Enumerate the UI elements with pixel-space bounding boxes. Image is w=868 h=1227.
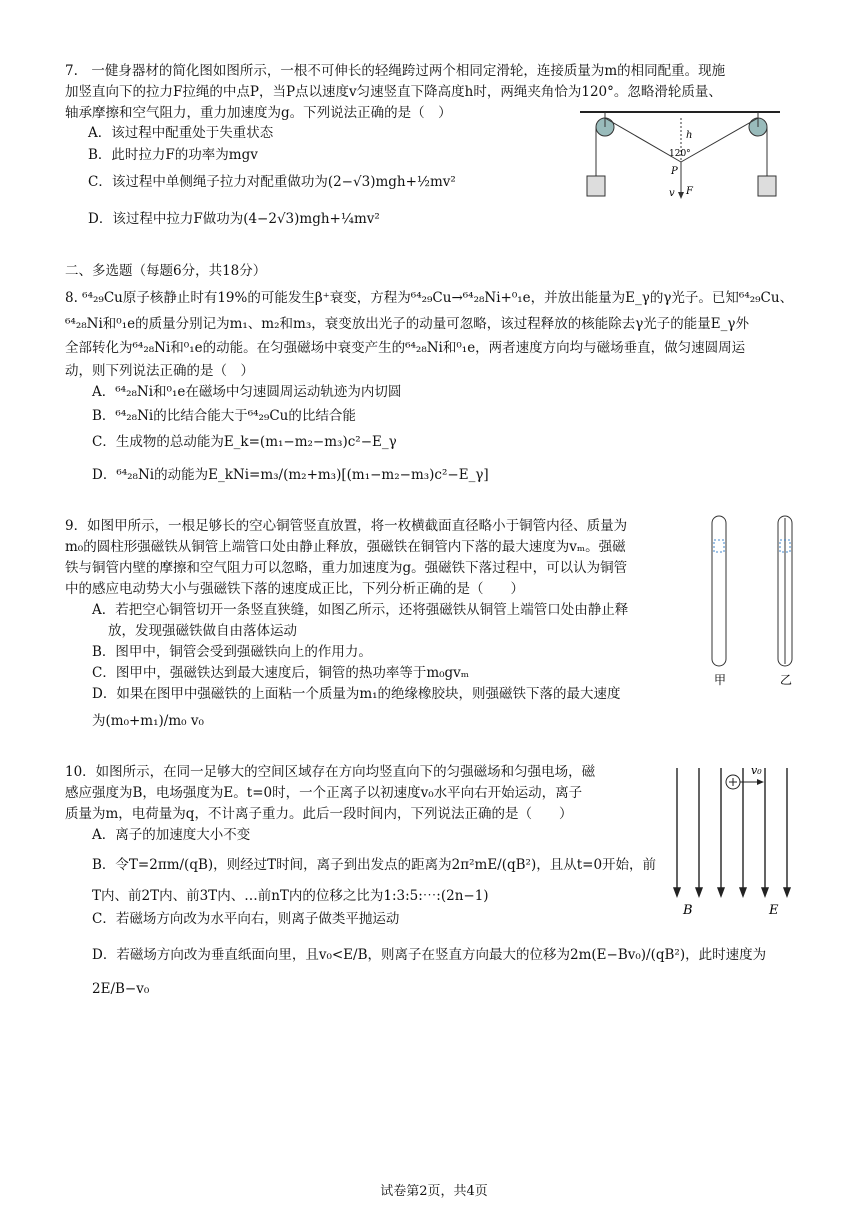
q7-stem-3: 轴承摩擦和空气阻力，重力加速度为g。下列说法正确的是（ ）	[65, 105, 452, 121]
q8-stem-1: 8. ⁶⁴₂₉Cu原子核静止时有19%的可能发生β⁺衰变，方程为⁶⁴₂₉Cu→⁶⁴₂₈Ni+⁰₁e，并放出能量为E_γ的γ光子。已知⁶⁴₂₉Cu、	[65, 290, 794, 306]
left-weight-icon	[587, 176, 605, 196]
right-weight-icon	[758, 176, 776, 196]
q7-option-b: B．此时拉力F的功率为mgv	[88, 147, 258, 163]
q7-stem-2: 加竖直向下的拉力F拉绳的中点P，当P点以速度v匀速竖直下降高度h时，两绳夹角恰为120°。忽略滑轮质量、	[65, 84, 722, 100]
label-v0: v₀	[751, 764, 762, 777]
page-footer: 试卷第2页，共4页	[380, 1184, 488, 1199]
q7-label-v: v	[669, 188, 675, 199]
q9-option-d-1: D．如果在图甲中强磁铁的上面粘一个质量为m₁的绝缘橡胶块，则强磁铁下落的最大速度	[92, 686, 621, 702]
q9-stem-3: 铁与铜管内壁的摩擦和空气阻力可以忽略，重力加速度为g。强磁铁下落过程中，可以认为铜管	[65, 560, 628, 576]
q9-option-b: B．图甲中，铜管会受到强磁铁向上的作用力。	[92, 644, 372, 660]
q8-option-a: A．⁶⁴₂₈Ni和⁰₁e在磁场中匀速圆周运动轨迹为内切圆	[92, 384, 402, 400]
q8-stem-4: 动，则下列说法正确的是（ ）	[65, 363, 254, 379]
q7-pulley-figure	[575, 104, 785, 206]
tube-label-jia: 甲	[714, 673, 727, 687]
q8-option-c: C．生成物的总动能为E_k=(m₁−m₂−m₃)c²−E_γ	[92, 434, 397, 450]
q10-stem-1: 10．如图所示，在同一足够大的空间区域存在方向均竖直向下的匀强磁场和匀强电场，磁	[65, 764, 596, 780]
q9-copper-tube-figure	[700, 510, 810, 690]
q7-label-h: h	[686, 130, 693, 141]
q7-option-d: D．该过程中拉力F做功为(4−2√3)mgh+¼mv²	[88, 211, 380, 227]
q9-option-a-1: A．若把空心铜管切开一条竖直狭缝，如图乙所示，还将强磁铁从铜管上端管口处由静止释	[92, 602, 629, 618]
q10-option-d-2: 2E/B−v₀	[92, 981, 150, 997]
q7-label-F: F	[686, 186, 693, 197]
q10-stem-2: 感应强度为B，电场强度为E。t=0时，一个正离子以初速度v₀水平向右开始运动，离子	[65, 785, 583, 801]
q9-option-c: C．图甲中，强磁铁达到最大速度后，铜管的热功率等于m₀gvₘ	[92, 665, 470, 681]
q7-stem-1: 7. 一健身器材的简化图如图所示，一根不可伸长的轻绳跨过两个相同定滑轮，连接质量为m的相同配重。现施	[65, 63, 726, 79]
label-B: B	[683, 903, 693, 918]
q8-stem-2: ⁶⁴₂₈Ni和⁰₁e的质量分别记为m₁、m₂和m₃，衰变放出光子的动量可忽略，该过程释放的核能除去γ光子的能量E_γ外	[65, 316, 749, 332]
q9-option-a-2: 放，发现强磁铁做自由落体运动	[108, 623, 297, 639]
q10-option-b-1: B．令T=2πm/(qB)，则经过T时间，离子到出发点的距离为2π²mE/(qB²)，且从t=0开始，前	[92, 857, 657, 873]
q7-option-c: C．该过程中单侧绳子拉力对配重做功为(2−√3)mgh+½mv²	[88, 174, 456, 190]
q8-option-d: D．⁶⁴₂₈Ni的动能为E_kNi=m₃/(m₂+m₃)[(m₁−m₂−m₃)c²−E_γ]	[92, 467, 489, 483]
q10-field-figure	[665, 760, 800, 920]
q9-stem-4: 中的感应电动势大小与强磁铁下落的速度成正比，下列分析正确的是（ ）	[65, 581, 524, 597]
label-E: E	[769, 903, 779, 918]
q9-option-d-2: 为(m₀+m₁)/m₀ v₀	[92, 713, 204, 729]
q9-stem-1: 9．如图甲所示，一根足够长的空心铜管竖直放置，将一枚横截面直径略小于铜管内径、质量为	[65, 518, 628, 534]
tube-label-yi: 乙	[780, 673, 793, 687]
q9-stem-2: m₀的圆柱形强磁铁从铜管上端管口处由静止释放，强磁铁在铜管内下落的最大速度为vₘ。强磁	[65, 539, 626, 555]
q8-option-b: B．⁶⁴₂₈Ni的比结合能大于⁶⁴₂₉Cu的比结合能	[92, 408, 356, 424]
q8-stem-3: 全部转化为⁶⁴₂₈Ni和⁰₁e的动能。在匀强磁场中衰变产生的⁶⁴₂₈Ni和⁰₁e，两者速度方向均与磁场垂直，做匀速圆周运	[65, 340, 746, 356]
q10-option-d-1: D．若磁场方向改为垂直纸面向里，且v₀<E/B，则离子在竖直方向最大的位移为2m(E−Bv₀)/(qB²)，此时速度为	[92, 947, 767, 963]
section-title: 二、多选题（每题6分，共18分）	[65, 263, 267, 279]
q10-stem-3: 质量为m，电荷量为q，不计离子重力。此后一段时间内，下列说法正确的是（ ）	[65, 806, 573, 822]
q7-label-angle: 120°	[669, 149, 691, 159]
q10-option-c: C．若磁场方向改为水平向右，则离子做类平抛运动	[92, 911, 400, 927]
q10-option-a: A．离子的加速度大小不变	[92, 827, 251, 843]
q7-option-a: A．该过程中配重处于失重状态	[88, 125, 274, 141]
q10-option-b-2: T内、前2T内、前3T内、…前nT内的位移之比为1:3:5:⋯:(2n−1)	[92, 888, 489, 904]
q7-label-P: P	[671, 166, 678, 177]
